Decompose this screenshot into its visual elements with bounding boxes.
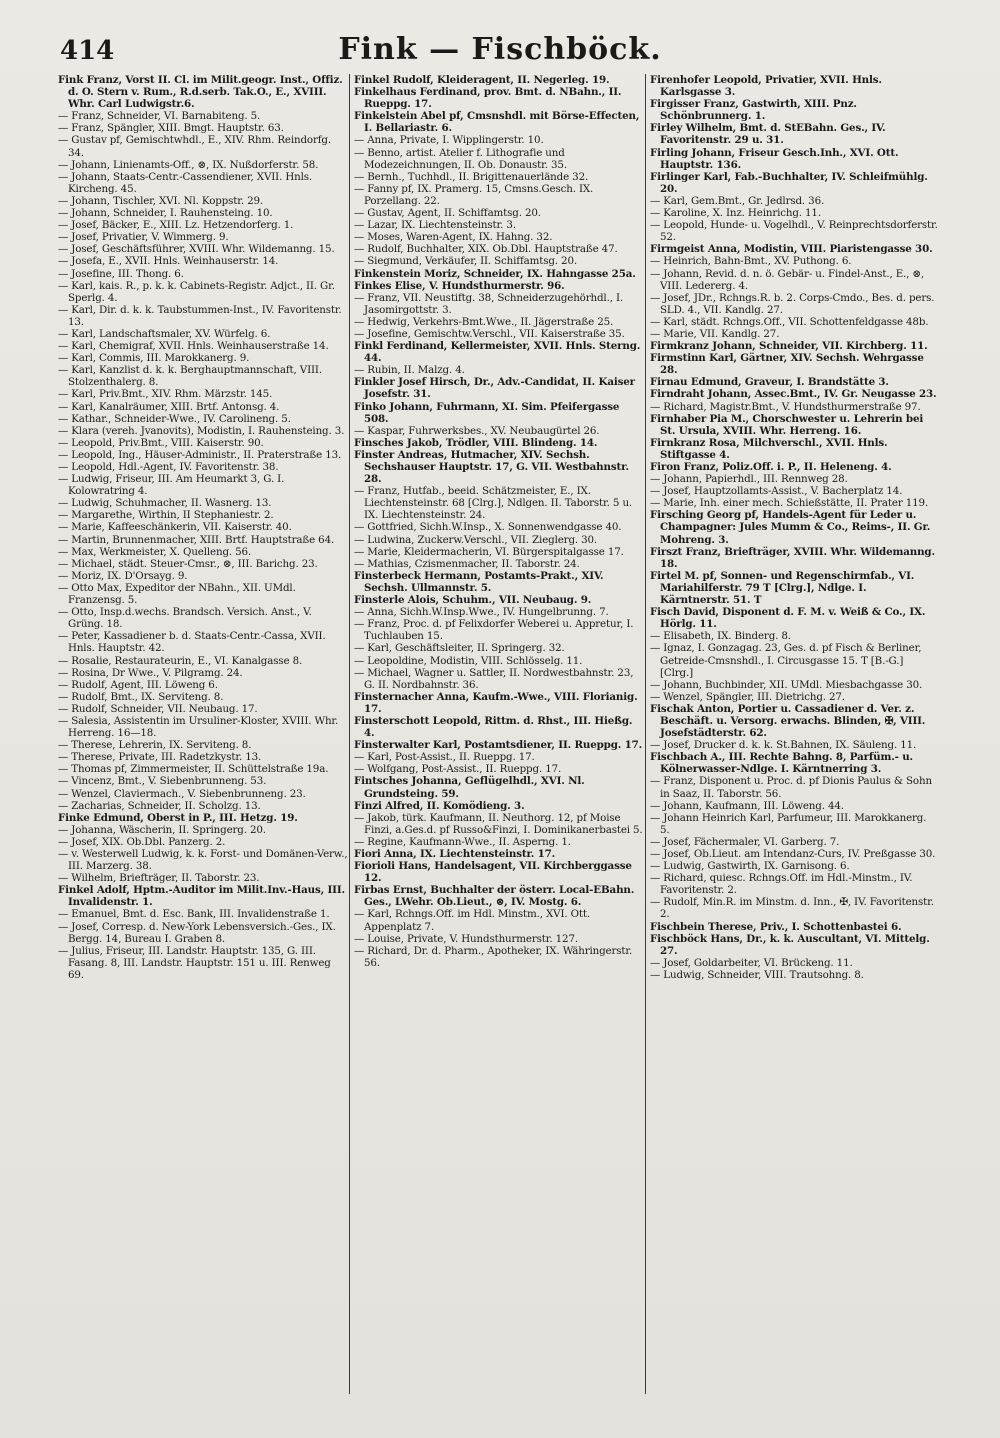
- directory-entry: — Jakob, türk. Kaufmann, II. Neuthorg. 12, pf Moise Finzi, a.Ges.d. pf Russo&Finzi, I. Dominikanerbastei 5.: [354, 811, 643, 836]
- directory-entry: — Peter, Kassadiener b. d. Staats-Centr.-Cassa, XVII. Hnls. Hauptstr. 42.: [58, 630, 326, 655]
- directory-entry-head: Firley Wilhelm, Bmt. d. StEBahn. Ges., IV. Favoritenstr. 29 u. 31.: [650, 122, 886, 147]
- directory-entry-head: Finsterbeck Hermann, Postamts-Prakt., XIV. Sechsh. Ullmannstr. 5.: [354, 569, 604, 594]
- directory-entry: — Karoline, X. Inz. Heinrichg. 11.: [650, 207, 821, 220]
- directory-entry: — Rudolf, Min.R. im Minstm. d. Inn., ✠, IV. Favoritenstr. 2.: [650, 896, 934, 921]
- directory-entry: — Rudolf, Buchhalter, XIX. Ob.Dbl. Hauptstraße 47.: [354, 243, 618, 256]
- column-1: [58, 74, 348, 1394]
- directory-entry: — Karl, Commis, III. Marokkanerg. 9.: [58, 352, 250, 365]
- directory-entry: — Julius, Friseur, III. Landstr. Hauptstr. 135, G. III. Fasang. 8, III. Landstr. Hauptstr. 151 u. III. Renweg 69.: [58, 944, 331, 981]
- directory-entry-head: Fischbein Therese, Priv., I. Schottenbastei 6.: [650, 920, 902, 933]
- directory-entry: — Josefine, Gemischtw.Verschl., VII. Kaiserstraße 35.: [354, 327, 625, 340]
- directory-entry: — Gustav pf, Gemischtwhdl., E., XIV. Rhm. Reindorfg. 34.: [58, 134, 331, 159]
- directory-entry-head: Fiori Anna, IX. Liechtensteinstr. 17.: [354, 848, 556, 860]
- directory-entry-head: Firling Johann, Friseur Gesch.Inh., XVI. Ott. Hauptstr. 136.: [650, 146, 899, 171]
- directory-entry: — Kaspar, Fuhrwerksbes., XV. Neubaugürtel 26.: [354, 424, 600, 437]
- directory-entry-head: Fink Franz, Vorst II. Cl. im Milit.geogr. Inst., Offiz. d. O. Stern v. Rum., R.d.serb. Tak.O., E., XVIII. Whr. Carl Ludwigstr.6.: [58, 74, 343, 111]
- directory-entry: — Leopold, Hdl.-Agent, IV. Favoritenstr. 38.: [58, 461, 279, 473]
- directory-entry: — Moriz, IX. D'Orsayg. 9.: [58, 569, 188, 582]
- directory-entry: — Otto Max, Expeditor der NBahn., XII. UMdl. Franzensg. 5.: [58, 581, 296, 607]
- directory-entry-head: Firtel M. pf, Sonnen- und Regenschirmfab., VI. Mariahilferstr. 79 T [Clrg.], Ndlge. I. Kärntnerstr. 51. T: [650, 569, 915, 607]
- directory-entry: — Karl, Post-Assist., II. Rueppg. 17.: [354, 751, 535, 764]
- directory-entry: — Karl, Chemigraf, XVII. Hnls. Weinhauserstraße 14.: [58, 340, 329, 353]
- directory-entry: — Rudolf, Agent, III. Löweng 6.: [58, 678, 218, 691]
- directory-entry: — Franz, VII. Neustiftg. 38, Schneiderzugehörhdl., I. Jasomirgottstr. 3.: [354, 291, 623, 316]
- directory-columns: [58, 74, 938, 1394]
- directory-entry: — Bernh., Tuchhdl., II. Brigittenauerlände 32.: [354, 170, 589, 183]
- directory-entry: — Richard, quiesc. Rchngs.Off. im Hdl.-Minstm., IV. Favoritenstr. 2.: [650, 872, 913, 897]
- directory-entry-head: Finsterle Alois, Schuhm., VII. Neubaug. 9.: [354, 594, 592, 607]
- directory-entry: — Hedwig, Verkehrs-Bmt.Wwe., II. Jägerstraße 25.: [354, 315, 614, 328]
- directory-entry: — Therese, Private, III. Radetzkystr. 13.: [58, 751, 262, 764]
- directory-entry: — Gustav, Agent, II. Schiffamtsg. 20.: [354, 207, 541, 220]
- directory-entry: — Karl, Priv.Bmt., XIV. Rhm. Märzstr. 145.: [58, 388, 273, 401]
- column-divider: [349, 74, 350, 1394]
- directory-entry: — Therese, Lehrerin, IX. Serviteng. 8.: [58, 739, 252, 752]
- directory-entry: — Kathar., Schneider-Wwe., IV. Carolineng. 5.: [58, 412, 291, 425]
- directory-entry: — Johann, Buchbinder, XII. UMdl. Miesbachgasse 30.: [650, 678, 923, 691]
- directory-entry-head: Finsternacher Anna, Kaufm.-Wwe., VIII. Florianig. 17.: [354, 690, 638, 715]
- column-divider: [645, 74, 646, 1394]
- directory-entry: — Josef, Bäcker, E., XIII. Lz. Hetzendorferg. 1.: [58, 219, 294, 232]
- directory-entry: — Johann, Tischler, XVI. Nl. Koppstr. 29.: [58, 194, 264, 207]
- directory-entry: — Johann, Papierhdl., III. Rennweg 28.: [650, 473, 848, 486]
- directory-entry: — Josef, Drucker d. k. k. St.Bahnen, IX. Säuleng. 11.: [650, 739, 917, 752]
- directory-entry: — Karl, Geschäftsleiter, II. Springerg. 32.: [354, 642, 565, 655]
- directory-entry-head: Firgisser Franz, Gastwirth, XIII. Pnz. Schönbrunnerg. 1.: [650, 98, 857, 123]
- directory-entry: — Josef, Fächermaler, VI. Garberg. 7.: [650, 835, 840, 848]
- directory-entry: — Max, Werkmeister, X. Quelleng. 56.: [58, 545, 252, 558]
- directory-entry-head: Fischböck Hans, Dr., k. k. Auscultant, VI. Mittelg. 27.: [650, 932, 930, 957]
- directory-entry: — Leopold, Hunde- u. Vogelhdl., V. Reinprechtsdorferstr. 52.: [650, 219, 938, 244]
- directory-entry-head: Finster Andreas, Hutmacher, XIV. Sechsh. Sechshauser Hauptstr. 17, G. VII. Westbahnstr. 28.: [354, 448, 629, 486]
- directory-entry: — Karl, Dir. d. k. k. Taubstummen-Inst., IV. Favoritenstr. 13.: [58, 303, 342, 328]
- directory-entry: — Rubin, II. Malzg. 4.: [354, 364, 465, 377]
- directory-entry: — Richard, Magistr.Bmt., V. Hundsthurmerstraße 97.: [650, 400, 921, 413]
- directory-entry: — Regine, Kaufmann-Wwe., II. Asperng. 1.: [354, 835, 571, 848]
- page-number: 414: [60, 36, 115, 66]
- directory-entry: — Josefa, E., XVII. Hnls. Weinhauserstr. 14.: [58, 255, 279, 268]
- directory-entry: — Michael, städt. Steuer-Cmsr., ⊗, III. Barichg. 23.: [58, 557, 318, 570]
- directory-entry: — Ludwig, Gastwirth, IX. Garnisong. 6.: [650, 860, 850, 873]
- directory-entry: — Wenzel, Claviermach., V. Siebenbrunneng. 23.: [58, 787, 306, 800]
- directory-entry: — Johann Heinrich Karl, Parfumeur, III. Marokkanerg. 5.: [650, 811, 927, 836]
- directory-entry-head: Fisch David, Disponent d. F. M. v. Weiß & Co., IX. Hörlg. 11.: [650, 606, 926, 631]
- directory-entry: — Josefine, III. Thong. 6.: [58, 267, 184, 280]
- directory-entry-head: Finkl Ferdinand, Kellermeister, XVII. Hnls. Sterng. 44.: [354, 340, 641, 365]
- directory-entry: — Ludwig, Schneider, VIII. Trautsohng. 8.: [650, 968, 864, 981]
- directory-entry: — Anna, Private, I. Wipplingerstr. 10.: [354, 134, 544, 147]
- directory-entry: — Thomas pf, Zimmermeister, II. Schüttelstraße 19a.: [58, 763, 329, 776]
- directory-entry: — Karl, kais. R., p. k. k. Cabinets-Registr. Adjct., II. Gr. Sperlg. 4.: [58, 279, 335, 304]
- column-3: [650, 74, 938, 1394]
- directory-entry: — Rosina, Dr Wwe., V. Pilgramg. 24.: [58, 666, 243, 679]
- directory-entry: — Michael, Wagner u. Sattler, II. Nordwestbahnstr. 23, G. II. Nordbahnstr. 36.: [354, 666, 634, 691]
- directory-entry: — Johann, Staats-Centr.-Cassendiener, XVII. Hnls. Kircheng. 45.: [58, 170, 313, 195]
- directory-entry: — Ignaz, I. Gonzagag. 23, Ges. d. pf Fisch & Berliner, Getreide-Cmsnshdl., I. Circusgasse 15. T [B.-G.] [Clrg.]: [650, 642, 922, 679]
- directory-entry: — Johanna, Wäscherin, II. Springerg. 20.: [58, 823, 266, 836]
- directory-entry: — Johann, Linienamts-Off., ⊗, IX. Nußdorferstr. 58.: [58, 158, 319, 171]
- directory-entry: — Lazar, IX. Liechtensteinstr. 3.: [354, 219, 516, 232]
- directory-entry: — Marie, Kleidermacherin, VI. Bürgerspitalgasse 17.: [354, 545, 624, 558]
- directory-entry: — Zacharias, Schneider, II. Scholzg. 13.: [58, 799, 261, 812]
- directory-entry: — Karl, Kanalräumer, XIII. Brtf. Antonsg. 4.: [58, 400, 280, 413]
- directory-entry: — Leopoldine, Modistin, VIII. Schlösselg. 11.: [354, 654, 583, 667]
- directory-entry-head: Firlinger Karl, Fab.-Buchhalter, IV. Schleifmühlg. 20.: [650, 170, 928, 195]
- directory-entry: — Karl, Gem.Bmt., Gr. Jedlrsd. 36.: [650, 194, 825, 207]
- directory-entry: — Franz, Spängler, XIII. Bmgt. Hauptstr. 63.: [58, 122, 284, 135]
- directory-entry: — Josef, JDr., Rchngs.R. b. 2. Corps-Cmdo., Bes. d. pers. SLD. 4., VII. Kandlg. 27.: [650, 291, 935, 316]
- directory-entry-head: Fiorioli Hans, Handelsagent, VII. Kirchberggasse 12.: [354, 860, 632, 885]
- directory-entry: — Richard, Dr. d. Pharm., Apotheker, IX. Währingerstr. 56.: [354, 944, 633, 969]
- directory-entry: — Klara (vereh. Jvanovits), Modistin, I. Rauhensteing. 3.: [58, 424, 345, 437]
- directory-entry-head: Finkler Josef Hirsch, Dr., Adv.-Candidat, II. Kaiser Josefstr. 31.: [354, 376, 635, 401]
- directory-entry: — Martin, Brunnenmacher, XIII. Brtf. Hauptstraße 64.: [58, 533, 335, 546]
- directory-entry-head: Finko Johann, Fuhrmann, XI. Sim. Pfeifergasse 508.: [354, 400, 620, 425]
- directory-entry: — Fanny pf, IX. Pramerg. 15, Cmsns.Gesch. IX. Porzellang. 22.: [354, 182, 594, 207]
- directory-entry: — Karl, städt. Rchngs.Off., VII. Schottenfeldgasse 48b.: [650, 315, 929, 328]
- directory-entry: — Marie, VII. Kandlg. 27.: [650, 327, 780, 340]
- column-2: [354, 74, 644, 1394]
- directory-entry: — Franz, Hutfab., beeid. Schätzmeister, E., IX. Liechtensteinstr. 68 [Clrg.], Ndlgen. II. Taborstr. 5 u. IX. Liechtensteinstr. 24.: [354, 485, 633, 522]
- directory-entry: — Heinrich, Bahn-Bmt., XV. Puthong. 6.: [650, 255, 852, 268]
- directory-entry-head: Finsterwalter Karl, Postamtsdiener, II. Rueppg. 17.: [354, 739, 643, 752]
- directory-entry-head: Firnau Edmund, Graveur, I. Brandstätte 3.: [650, 376, 889, 389]
- directory-entry: — Anna, Sichh.W.Insp.Wwe., IV. Hungelbrunng. 7.: [354, 606, 609, 619]
- directory-entry-head: Finzi Alfred, II. Komödieng. 3.: [354, 799, 525, 812]
- directory-entry: — Moses, Waren-Agent, IX. Hahng. 32.: [354, 231, 553, 244]
- directory-entry: — Josef, XIX. Ob.Dbl. Panzerg. 2.: [58, 835, 226, 848]
- directory-entry-head: Finke Edmund, Oberst in P., III. Hetzg. 19.: [58, 811, 298, 824]
- directory-entry: — Franz, Schneider, VI. Barnabiteng. 5.: [58, 110, 261, 123]
- directory-entry: — Elisabeth, IX. Binderg. 8.: [650, 630, 791, 643]
- page-header: [0, 22, 1000, 74]
- directory-entry-head: Finkes Elise, V. Hundsthurmerstr. 96.: [354, 279, 565, 292]
- directory-entry: — Otto, Insp.d.wechs. Brandsch. Versich. Anst., V. Grüng. 18.: [58, 606, 312, 631]
- directory-entry: — Marie, Kaffeeschänkerin, VII. Kaiserstr. 40.: [58, 521, 292, 534]
- directory-entry: — Ludwig, Friseur, III. Am Heumarkt 3, G. I. Kolowratring 4.: [58, 473, 285, 498]
- directory-entry: — Louise, Private, V. Hundsthurmerstr. 127.: [354, 932, 578, 945]
- running-head: Fink — Fischböck.: [338, 32, 662, 67]
- directory-entry-head: Fischbach A., III. Rechte Bahng. 8, Parfüm.- u. Kölnerwasser-Ndlge. I. Kärntnerring 3.: [650, 751, 913, 776]
- directory-entry: — v. Westerwell Ludwig, k. k. Forst- und Domänen-Verw., III. Marzerg. 38.: [58, 848, 348, 873]
- directory-entry: — Ludwig, Schuhmacher, II. Wasnerg. 13.: [58, 497, 272, 510]
- directory-entry: — Emanuel, Bmt. d. Esc. Bank, III. Invalidenstraße 1.: [58, 908, 330, 921]
- directory-entry: — Salesia, Assistentin im Ursuliner-Kloster, XVIII. Whr. Herreng. 16—18.: [58, 714, 339, 740]
- directory-entry-head: Firszt Franz, Briefträger, XVIII. Whr. Wildemanng. 18.: [650, 545, 935, 570]
- directory-entry-head: Finkelhaus Ferdinand, prov. Bmt. d. NBahn., II. Rueppg. 17.: [354, 86, 622, 111]
- directory-entry: — Ludwina, Zuckerw.Verschl., VII. Zieglerg. 30.: [354, 533, 598, 546]
- directory-entry: — Johann, Revid. d. n. ö. Gebär- u. Findel-Anst., E., ⊗, VIII. Ledererg. 4.: [650, 267, 925, 292]
- directory-entry: — Leopold, Priv.Bmt., VIII. Kaiserstr. 90.: [58, 436, 264, 449]
- directory-entry: — Josef, Goldarbeiter, VI. Brückeng. 11.: [650, 956, 853, 969]
- directory-entry: — Wilhelm, Briefträger, II. Taborstr. 23.: [58, 872, 260, 885]
- directory-entry: — Mathias, Czismenmacher, II. Taborstr. 24.: [354, 557, 580, 570]
- directory-entry-head: Firmgeist Anna, Modistin, VIII. Piaristengasse 30.: [650, 243, 933, 256]
- directory-entry-head: Firmstinn Karl, Gärtner, XIV. Sechsh. Wehrgasse 28.: [650, 352, 924, 377]
- directory-entry: — Franz, Proc. d. pf Felixdorfer Weberei u. Appretur, I. Tuchlauben 15.: [354, 618, 634, 643]
- directory-entry: — Rosalie, Restaurateurin, E., VI. Kanalgasse 8.: [58, 654, 303, 667]
- directory-entry: — Josef, Hauptzollamts-Assist., V. Bacherplatz 14.: [650, 485, 903, 498]
- directory-entry-head: Firndraht Johann, Assec.Bmt., IV. Gr. Neugasse 23.: [650, 388, 937, 401]
- directory-entry: — Rudolf, Bmt., IX. Serviteng. 8.: [58, 690, 224, 703]
- directory-entry-head: Finsterschott Leopold, Rittm. d. Rhst., III. Hießg. 4.: [354, 714, 633, 740]
- directory-entry: — Johann, Schneider, I. Rauhensteing. 10.: [58, 207, 273, 220]
- directory-entry-head: Firnhaber Pia M., Chorschwester u. Lehrerin bei St. Ursula, XVIII. Whr. Herreng. 16.: [650, 412, 924, 437]
- directory-entry: — Siegmund, Verkäufer, II. Schiffamtsg. 20.: [354, 255, 577, 268]
- directory-entry: — Gottfried, Sichh.W.Insp., X. Sonnenwendgasse 40.: [354, 521, 622, 534]
- directory-entry: — Karl, Rchngs.Off. im Hdl. Minstm., XVI. Ott. Appenplatz 7.: [354, 908, 591, 933]
- directory-entry-head: Fintsches Johanna, Geflügelhdl., XVI. Nl. Grundsteing. 59.: [354, 775, 585, 800]
- directory-entry-head: Finkel Rudolf, Kleideragent, II. Negerleg. 19.: [354, 74, 610, 86]
- directory-entry: — Marie, Inh. einer mech. Schießstätte, II. Prater 119.: [650, 497, 929, 510]
- directory-entry: — Wolfgang, Post-Assist., II. Rueppg. 17.: [354, 763, 562, 776]
- directory-entry: — Karl, Kanzlist d. k. k. Berghauptmannschaft, VIII. Stolzenthalerg. 8.: [58, 364, 322, 389]
- directory-entry-head: Firnkranz Rosa, Milchverschl., XVII. Hnls. Stiftgasse 4.: [650, 436, 888, 461]
- directory-entry: — Leopold, Ing., Häuser-Administr., II. Praterstraße 13.: [58, 448, 342, 461]
- directory-entry: — Vincenz, Bmt., V. Siebenbrunneng. 53.: [58, 775, 267, 788]
- directory-entry-head: Finsches Jakob, Trödler, VIII. Blindeng. 14.: [354, 436, 598, 449]
- directory-entry: — Franz, Disponent u. Proc. d. pf Dionis Paulus & Sohn in Saaz, II. Taborstr. 56.: [650, 775, 932, 800]
- directory-entry: — Josef, Ob.Lieut. am Intendanz-Curs, IV. Preßgasse 30.: [650, 848, 936, 860]
- directory-entry: — Benno, artist. Atelier f. Lithografie und Modezeichnungen, II. Ob. Donaustr. 35.: [354, 146, 567, 171]
- directory-entry-head: Firmkranz Johann, Schneider, VII. Kirchberg. 11.: [650, 340, 928, 353]
- directory-entry: — Josef, Privatier, V. Wimmerg. 9.: [58, 231, 229, 244]
- directory-entry: — Karl, Landschaftsmaler, XV. Würfelg. 6.: [58, 327, 271, 340]
- directory-entry-head: Firsching Georg pf, Handels-Agent für Leder u. Champagner: Jules Mumm & Co., Reims-, II. Gr. Mohreng. 3.: [650, 509, 931, 546]
- directory-entry-head: Firbas Ernst, Buchhalter der österr. Local-EBahn. Ges., LWehr. Ob.Lieut., ⊗, IV. Mostg. 6.: [354, 884, 635, 909]
- directory-entry: — Margarethe, Wirthin, II Stephaniestr. 2.: [58, 509, 274, 522]
- directory-entry: — Rudolf, Schneider, VII. Neubaug. 17.: [58, 702, 258, 715]
- directory-entry: — Wenzel, Spängler, III. Dietrichg. 27.: [650, 690, 845, 703]
- directory-entry-head: Finkel Adolf, Hptm.-Auditor im Milit.Inv.-Haus, III. Invalidenstr. 1.: [58, 884, 345, 909]
- directory-entry-head: Firenhofer Leopold, Privatier, XVII. Hnls. Karlsgasse 3.: [650, 74, 882, 99]
- directory-entry-head: Firon Franz, Poliz.Off. i. P., II. Heleneng. 4.: [650, 461, 892, 473]
- directory-entry-head: Finkenstein Moriz, Schneider, IX. Hahngasse 25a.: [354, 267, 636, 280]
- directory-entry: — Josef, Geschäftsführer, XVIII. Whr. Wildemanng. 15.: [58, 243, 335, 256]
- directory-entry: — Josef, Corresp. d. New-York Lebensversich.-Ges., IX. Bergg. 14, Bureau I. Graben 8.: [58, 920, 336, 945]
- directory-entry: — Johann, Kaufmann, III. Löweng. 44.: [650, 799, 844, 812]
- directory-entry-head: Fischak Anton, Portier u. Cassadiener d. Ver. z. Beschäft. u. Versorg. erwachs. Blinden, ✠, VIII. Josefstädterstr. 62.: [650, 702, 926, 740]
- directory-entry-head: Finkelstein Abel pf, Cmsnshdl. mit Börse-Effecten, I. Bellariastr. 6.: [354, 110, 640, 135]
